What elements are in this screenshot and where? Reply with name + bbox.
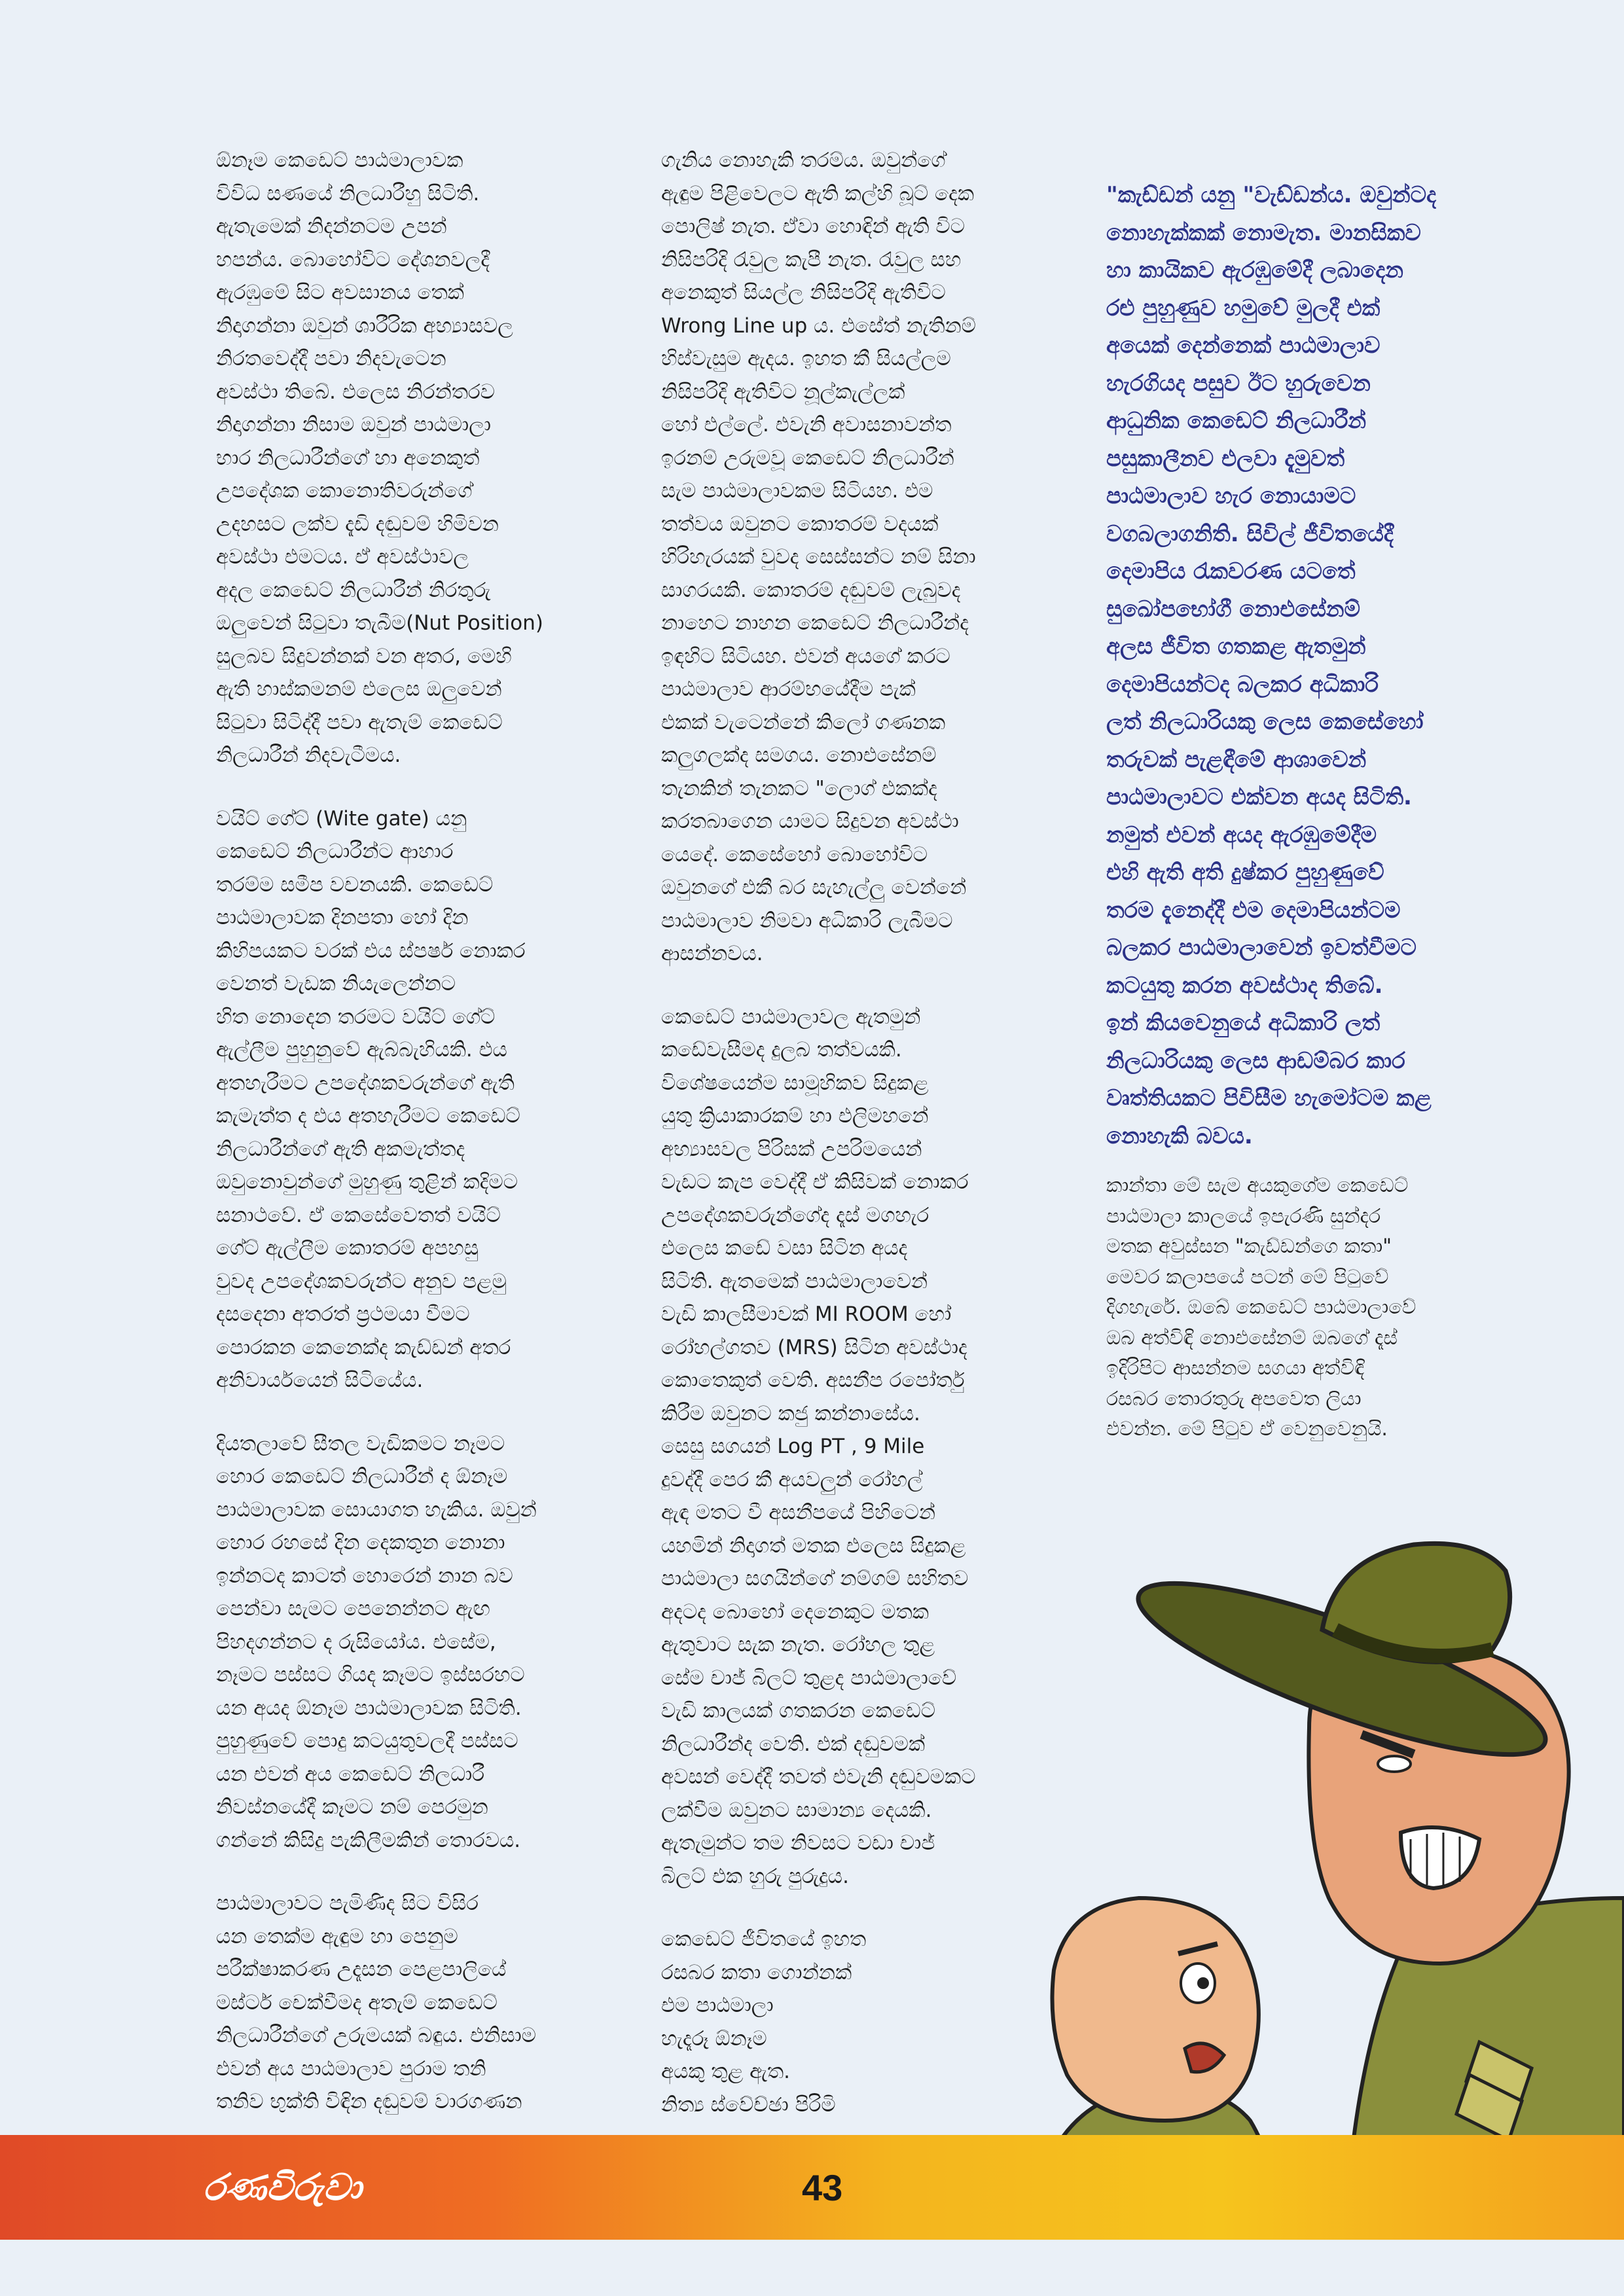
text-line: ඕනෑම කෙඩෙට් පාඨමාලාවක bbox=[216, 149, 463, 172]
text-line: හිත නොදෙන තරමට වයිට් ගේට් bbox=[216, 1005, 496, 1029]
text-line: බලකර පාඨමාලාවෙන් ඉවත්වීමට bbox=[1106, 935, 1416, 961]
text-line: තරම දැනෙද්දී එම දෙමාපියන්ටම bbox=[1106, 897, 1401, 924]
text-line: ඉඳහිට සිටියහ. එවන් අයගේ කරට bbox=[661, 644, 950, 668]
text-line: අවස්ථා තිබේ. එලෙස නිරන්තරව bbox=[216, 380, 496, 404]
text-line: දුවද්දී පෙර කී අයවලුන් රෝහල් bbox=[661, 1467, 923, 1492]
text-line: සාගරයකි. කොතරම් දඬුවම් ලැබුවද bbox=[661, 578, 961, 602]
text-line: නිලධාරීන්ගේ උරුමයක් බඳුය. එනිසාම bbox=[216, 2024, 537, 2047]
text-line: යුතු ක්‍රියාකාරකම් හා එලිමහනේ bbox=[661, 1104, 929, 1128]
text-line: හා කායිකව ඇරඹුමේදී ලබාදෙන bbox=[1106, 257, 1403, 283]
text-line: පොලිෂ් නැත. ඒවා හොඳින් ඇති විට bbox=[661, 215, 965, 238]
magazine-brand: රණවිරුවා bbox=[203, 2166, 362, 2209]
text-line: හැදෑරූ ඕනෑම bbox=[661, 2026, 767, 2051]
text-line: තැනකින් තැනකට "ලොග් එකක්ද bbox=[661, 776, 937, 800]
text-line: එහි ඇති අති දුෂ්කර පුහුණුවේ bbox=[1106, 859, 1384, 886]
text-line: කෙඩෙට් නිලධාරීන්ට ආහාර bbox=[216, 840, 454, 863]
text-line: ඔවුනොවුන්ගේ මුහුණු තුළින් කදිමට bbox=[216, 1170, 518, 1194]
text-line: පාඨමාලාවට පැමිණිද සිට විසිර bbox=[216, 1892, 479, 1915]
text-line: නිසිපරිදි ඇතිවිට නූල්කැල්ලක් bbox=[661, 380, 905, 404]
text-line: අදටද බොහෝ දෙනෙකුට මතක bbox=[661, 1600, 929, 1624]
text-line: ඇඳුම පිළිවෙලට ඇති කල්හි බූට් දෙක bbox=[661, 181, 975, 206]
text-line: දසදෙනා අතරත් ප්‍රථමයා වීමට bbox=[216, 1302, 470, 1326]
text-line: බිලට් එක හුරු පුරුදුය. bbox=[661, 1864, 849, 1888]
text-line: එලෙස කඩේ වසා සිටින අයද bbox=[661, 1236, 908, 1260]
text-line: වැඩට කැප වෙද්දී ඒ කිසිවක් නොකර bbox=[661, 1170, 969, 1194]
text-line: හිස්වැසුම ඇදය. ඉහත කී සියල්ලම bbox=[661, 347, 951, 370]
text-line: වෙනත් වැඩක නියැලෙන්නට bbox=[216, 972, 456, 996]
text-line: නිලධාරීන්ගේ ඇති අකමැත්තද bbox=[216, 1137, 465, 1161]
text-line: රසබර කතා ගොන්නක් bbox=[661, 1960, 852, 1984]
text-line: නිලධාරීන් නිදවැටීමය. bbox=[216, 744, 401, 767]
text-line: තරම්ම සමීප වචනයකි. කෙඩෙට් bbox=[216, 872, 494, 897]
text-line: පාඨමාලාවට එක්වන අයද සිටිති. bbox=[1106, 784, 1412, 810]
text-line: අභ්‍යාසවල පිරිසක් උපරිමයෙන් bbox=[661, 1137, 922, 1161]
text-line: ඇතැමුන්ට තම නිවසට වඩා චාජ් bbox=[661, 1831, 935, 1855]
text-line: නාහෙට නාහන කෙඩෙට් නිලධාරීන්ද bbox=[661, 611, 969, 635]
text-line: මතක අවුස්සන "කැඩ්ඩන්ගෙ කතා" bbox=[1106, 1235, 1392, 1258]
text-line: නමුත් එවන් අයද ඇරඹුමේදීම bbox=[1106, 821, 1377, 848]
text-line: ගේට් ඇල්ලීම කොතරම් අපහසු bbox=[216, 1236, 479, 1260]
text-line: තරුවක් පැළඳීමේ ආශාවෙන් bbox=[1106, 746, 1367, 773]
text-line: අයෙක් දෙන්නෙක් පාඨමාලාව bbox=[1106, 332, 1380, 359]
text-line: හපන්ය. බොහෝවිට දේශනවලදී bbox=[216, 247, 490, 272]
text-line: දෙමාපිය රැකවරණ යටතේ bbox=[1106, 558, 1356, 584]
text-line: නෑමට පස්සට ගියද කෑමට ඉස්සරහට bbox=[216, 1663, 525, 1687]
text-line: එවන් අය පාඨමාලාව පුරාම තනි bbox=[216, 2056, 486, 2081]
text-line: එකක් වැටෙන්නේ කිලෝ ගණනක bbox=[661, 710, 946, 734]
text-line: හෝ එල්ලේ. එවැනි අවාසනාවන්ත bbox=[661, 413, 952, 437]
text-line: උපදේශකවරුන්ගේද දෑස් මගහැර bbox=[661, 1203, 929, 1227]
text-line: සෙසු සගයන් Log PT , 9 Mile bbox=[661, 1435, 925, 1458]
text-line: වෘත්තියකට පිවිසීම හැමෝටම කළ bbox=[1106, 1085, 1432, 1111]
text-line: නිදාගන්නා නිසාම ඔවුන් පාඨමාලා bbox=[216, 413, 492, 437]
text-line: මෙවර කලාපයේ පටන් මේ පිටුවේ bbox=[1106, 1265, 1389, 1289]
text-line: භාර නිලධාරීන්ගේ හා අනෙකුත් bbox=[216, 446, 480, 470]
text-line: සේම චාජ් බිලට් තුළද පාඨමාලාවේ bbox=[661, 1666, 957, 1690]
invitation-paragraph bbox=[1106, 1171, 1499, 1445]
text-line: පාඨමාලා සගයින්ගේ නම්ගම් සහිතව bbox=[661, 1567, 969, 1590]
text-line: ගැනිය නොහැකි තරම්ය. ඔවුන්ගේ bbox=[661, 149, 946, 172]
text-line: අනිවාර්යයෙන් සිටියේය. bbox=[216, 1369, 424, 1392]
text-line: පාඨමාලා කාලයේ ඉපැරණි සුන්දර bbox=[1106, 1204, 1381, 1228]
text-line: නොහැකි බවය. bbox=[1106, 1122, 1253, 1149]
article-column-3 bbox=[1106, 177, 1499, 1445]
text-line: අනෙකුත් සියල්ල නිසිපරිදි ඇතිවිට bbox=[661, 281, 946, 304]
text-line: රසබර තොරතුරු අපවෙත ලියා bbox=[1106, 1387, 1362, 1410]
text-line: ඇතැමෙක් නිදන්නටම උපන් bbox=[216, 215, 447, 238]
text-line: ඔබ අත්විඳි නොඑසේනම් ඔබගේ දෑස් bbox=[1106, 1326, 1398, 1350]
text-line: දිගහැරේ. ඔබේ කෙඩෙට් පාඨමාලාවේ bbox=[1106, 1296, 1416, 1319]
text-line: කලුගලක්ද සමගය. නොඑසේනම් bbox=[661, 744, 937, 767]
text-line: ලත් නිලධාරියකු ලෙස කෙසේහෝ bbox=[1106, 709, 1424, 735]
text-line: ඉන් කියවෙනුයේ අධිකාරි ලත් bbox=[1106, 1010, 1380, 1036]
text-line: යන අයද ඕනෑම පාඨමාලාවක සිටිති. bbox=[216, 1696, 522, 1720]
text-line: එම පාඨමාලා bbox=[661, 1994, 774, 2017]
text-line: යෙදේ. කෙසේහෝ බොහෝවිට bbox=[661, 842, 928, 867]
text-line: පාඨමාලාවක සොයාගත හැකිය. ඔවුන් bbox=[216, 1498, 537, 1522]
text-line: සුඛෝපභෝගී නොඑසේනම් bbox=[1106, 596, 1360, 622]
text-line: වගබලාගනිති. සිවිල් ජීවිතයේදී bbox=[1106, 520, 1394, 547]
text-line: වැඩි කාලයක් ගතකරන කෙඩෙට් bbox=[661, 1699, 936, 1723]
text-line: ඇඳ මතට වී අසනීපයේ පිහිටෙන් bbox=[661, 1501, 936, 1524]
text-line: නිරතවෙද්දී පවා නිදවැටෙන bbox=[216, 347, 446, 370]
paragraph-white-gate bbox=[216, 802, 602, 1397]
paragraph-muster-check bbox=[216, 1887, 602, 2119]
text-line: පිහදගන්නට ද රුසියෝය. එසේම, bbox=[216, 1630, 496, 1654]
text-line: ඔවුනගේ එකී බර සැහැල්ලු වෙන්නේ bbox=[661, 876, 967, 899]
paragraph-bathing bbox=[216, 1427, 602, 1857]
text-line: සැම පාඨමාලාවකම සිටියහ. එම bbox=[661, 479, 933, 503]
text-line: එවන්න. මේ පිටුව ඒ වෙනුවෙනුයි. bbox=[1106, 1418, 1388, 1441]
text-line: අවසන් වෙද්දී තවත් එවැනි දඬුවමකට bbox=[661, 1765, 976, 1789]
text-line: කොතෙකුත් වෙති. අසනීප රපෝර්තු bbox=[661, 1369, 965, 1392]
text-line: කෙඩෙට් ජීවිතයේ ඉහත bbox=[661, 1928, 867, 1951]
text-line: සිටුවා සිටිද්දී පවා ඇතැම් කෙඩෙට් bbox=[216, 710, 503, 734]
text-line: ආසන්නවය. bbox=[661, 942, 763, 965]
text-line: අවස්ථා එමටය. ඒ අවස්ථාවල bbox=[216, 545, 469, 569]
highlight-paragraph bbox=[1106, 177, 1499, 1155]
text-line: උපදේශක කොනොතිවරුන්ගේ bbox=[216, 479, 473, 503]
page-number: 43 bbox=[802, 2167, 843, 2208]
text-line: පාඨමාලාව ආරම්භයේදීම පැක් bbox=[661, 677, 916, 701]
article-column-1 bbox=[216, 144, 602, 2149]
text-line: කෙඩෙට් පාඨමාලාවල ඇතමුන් bbox=[661, 1005, 921, 1029]
text-line: පාඨමාලාව නිමවා අධිකාරි ලැබීමට bbox=[661, 908, 953, 933]
text-line: පරීක්ෂාකරණ උදෑසන පෙළපාලියේ bbox=[216, 1958, 507, 1981]
text-line: ඉදිරිපිට ආසන්නම සගයා අත්විඳි bbox=[1106, 1357, 1365, 1380]
text-line: නොහැක්කක් නොමැත. මානසිකව bbox=[1106, 219, 1421, 246]
drill-sergeant-cartoon bbox=[943, 1532, 1624, 2186]
text-line: දෙමාපියන්ටද බලකර අධිකාරි bbox=[1106, 671, 1379, 698]
text-line: ආධුනික කෙඩෙට් නිලධාරීන් bbox=[1106, 408, 1367, 434]
text-line: සිටිති. ඇතමෙක් පාඨමාලාවෙන් bbox=[661, 1269, 928, 1293]
text-line: කටයුතු කරන අවස්ථාද තිබේ. bbox=[1106, 972, 1383, 999]
text-line: ඉරනම් උරුමවූ කෙඩෙට් නිලධාරීන් bbox=[661, 446, 954, 470]
text-line: විශේෂයෙන්ම සාමූහිකව සිදුකළ bbox=[661, 1071, 929, 1095]
text-line: සනාථවේ. ඒ කෙසේවෙතත් වයිට් bbox=[216, 1203, 501, 1227]
text-line: කරතබාගෙන යාමට සිදුවන අවස්ථා bbox=[661, 810, 959, 833]
text-line: නිදාගන්නා ඔවුන් ශාරීරික අභ්‍යාසවල bbox=[216, 314, 513, 338]
text-line: පසුකාලීනව එලවා දැමුවත් bbox=[1106, 445, 1345, 472]
text-line: යන එවන් අය කෙඩෙට් නිලධාරී bbox=[216, 1762, 485, 1786]
text-line: හිරිහැරයක් වුවද සෙස්සන්ට නම් සිනා bbox=[661, 545, 976, 569]
text-line: උදහසට ලක්ව දැඩි දඬුවම් හිමිවන bbox=[216, 512, 499, 536]
text-line: "කැඩ්ඩන් යනු "වැඩ්ඩන්ය. ඔවුන්ටද bbox=[1106, 182, 1437, 208]
text-line: පෙන්වා සැමට පෙනෙන්නට ඇඟ bbox=[216, 1597, 490, 1621]
text-line: අතහැරීමට උපදේශකවරුන්ගේ ඇති bbox=[216, 1071, 514, 1095]
text-line: දියතලාවේ සීතල වැඩිකමට නෑමට bbox=[216, 1431, 505, 1456]
text-line: නිත්‍ය ස්වේච්ඡා පිරිමි bbox=[661, 2092, 836, 2117]
text-line: සුලබව සිදුවන්නක් වන අතර, මෙහි bbox=[216, 644, 512, 668]
text-line: ගන්නේ කිසිදු පැකිලීමකින් තොරවය. bbox=[216, 1828, 521, 1852]
text-line: අලස ජීවිත ගතකළ ඇතමුන් bbox=[1106, 634, 1366, 660]
text-line: රෝහල්ගතව (MRS) සිටින අවස්ථාද bbox=[661, 1335, 967, 1359]
text-line: පොරකන කෙනෙක්ද කැඩ්ඩන් අතර bbox=[216, 1335, 511, 1359]
text-line: කැමැත්ත ද එය අතහැරීමට කෙඩෙට් bbox=[216, 1104, 520, 1128]
text-line: නිසිපරිදි රැවුල කැපී නැත. රැවුල සහ bbox=[661, 247, 962, 272]
text-line: පුහුණුවේ පොදු කටයුතුවලදී පස්සට bbox=[216, 1729, 518, 1753]
text-line: හැරගියද පසුව ඊට හුරුවෙන bbox=[1106, 370, 1371, 397]
text-line: ඇරඹුමේ සිට අවසානය තෙක් bbox=[216, 281, 464, 304]
text-line: වුවද උපදේශකවරුන්ට අනුව පළමු bbox=[216, 1269, 507, 1293]
text-line: අයකු තුළ ඇත. bbox=[661, 2060, 791, 2083]
text-line: තනිව භුක්ති විඳින දඬුවම් වාරගණන bbox=[216, 2090, 522, 2113]
text-line: ලක්වීම ඔවුනට සාමාන්‍ය දෙයකි. bbox=[661, 1798, 932, 1822]
text-line: තත්වය ඔවුනට කොතරම් වදයක් bbox=[661, 512, 939, 536]
text-line: ඇති හාස්කමනම් එලෙස ඔලුවෙන් bbox=[216, 677, 502, 701]
text-line: යන තෙක්ම ඇඳුම හා පෙනුම bbox=[216, 1924, 458, 1948]
paragraph-sleepers bbox=[216, 144, 602, 772]
text-line: කිහිපයකට වරක් එය ස්පර්ෂ නොකර bbox=[216, 939, 526, 963]
text-line: යහමින් නිදාගත් මතක එලෙස සිදුකළ bbox=[661, 1534, 966, 1558]
text-line: පාඨමාලාවක දිනපතා හෝ දින bbox=[216, 906, 469, 929]
text-line: ඇල්ලීම පුහුනුවේ ඇබ්බැහියකි. එය bbox=[216, 1038, 507, 1062]
text-line: කාන්තා මේ සැම අයකුගේම කෙඩෙට් bbox=[1106, 1174, 1409, 1197]
text-line: වැඩි කාලසීමාවක් MI ROOM හෝ bbox=[661, 1302, 952, 1326]
text-line: ඔලුවෙන් සිටුවා තැබීම(Nut Position) bbox=[216, 611, 543, 635]
text-line: කිරීම ඔවුනට කජු කන්නාසේය. bbox=[661, 1401, 920, 1426]
text-line: අදල කෙඩෙට් නිලධාරීන් නිරතුරු bbox=[216, 578, 491, 602]
text-line: පාඨමාලාව හැර නොයාමට bbox=[1106, 483, 1356, 509]
text-line: ඇතුවාට සැක නැත. රෝහල තුළ bbox=[661, 1633, 935, 1657]
text-line: මස්ටර් චෙක්වීමද අතැම් කෙඩෙට් bbox=[216, 1990, 497, 2015]
text-line: විවිධ සණයේ නිලධාරීහු සිටිති. bbox=[216, 181, 480, 206]
text-line: නිලධාරියකු ලෙස ආඩම්බර කාර bbox=[1106, 1047, 1405, 1074]
text-line: කඩේවැසීමද දුලබ තත්වයකි. bbox=[661, 1038, 902, 1062]
text-line: වයිට් ගේට් (Wite gate) යනු bbox=[216, 806, 467, 831]
text-line: නිවස්නයේදී කෑමට නම් පෙරමුන bbox=[216, 1795, 488, 1819]
paragraph-punishments bbox=[661, 144, 1047, 971]
text-line: හොර කෙඩෙට් නිලධාරීන් ද ඕනෑම bbox=[216, 1465, 508, 1488]
text-line: හොර රහසේ දින දෙකතුන නොනා bbox=[216, 1531, 505, 1554]
text-line: ඉන්නටද කාටත් හොරෙන් නාන බව bbox=[216, 1564, 513, 1588]
text-line: රළු පුහුණුව හමුවේ මුලදී එක් bbox=[1106, 295, 1380, 321]
text-line: නිලධාරීන්ද වෙති. එක් දඬුවමක් bbox=[661, 1732, 926, 1756]
text-line: Wrong Line up ය. එසේත් නැතිනම් bbox=[661, 314, 976, 338]
